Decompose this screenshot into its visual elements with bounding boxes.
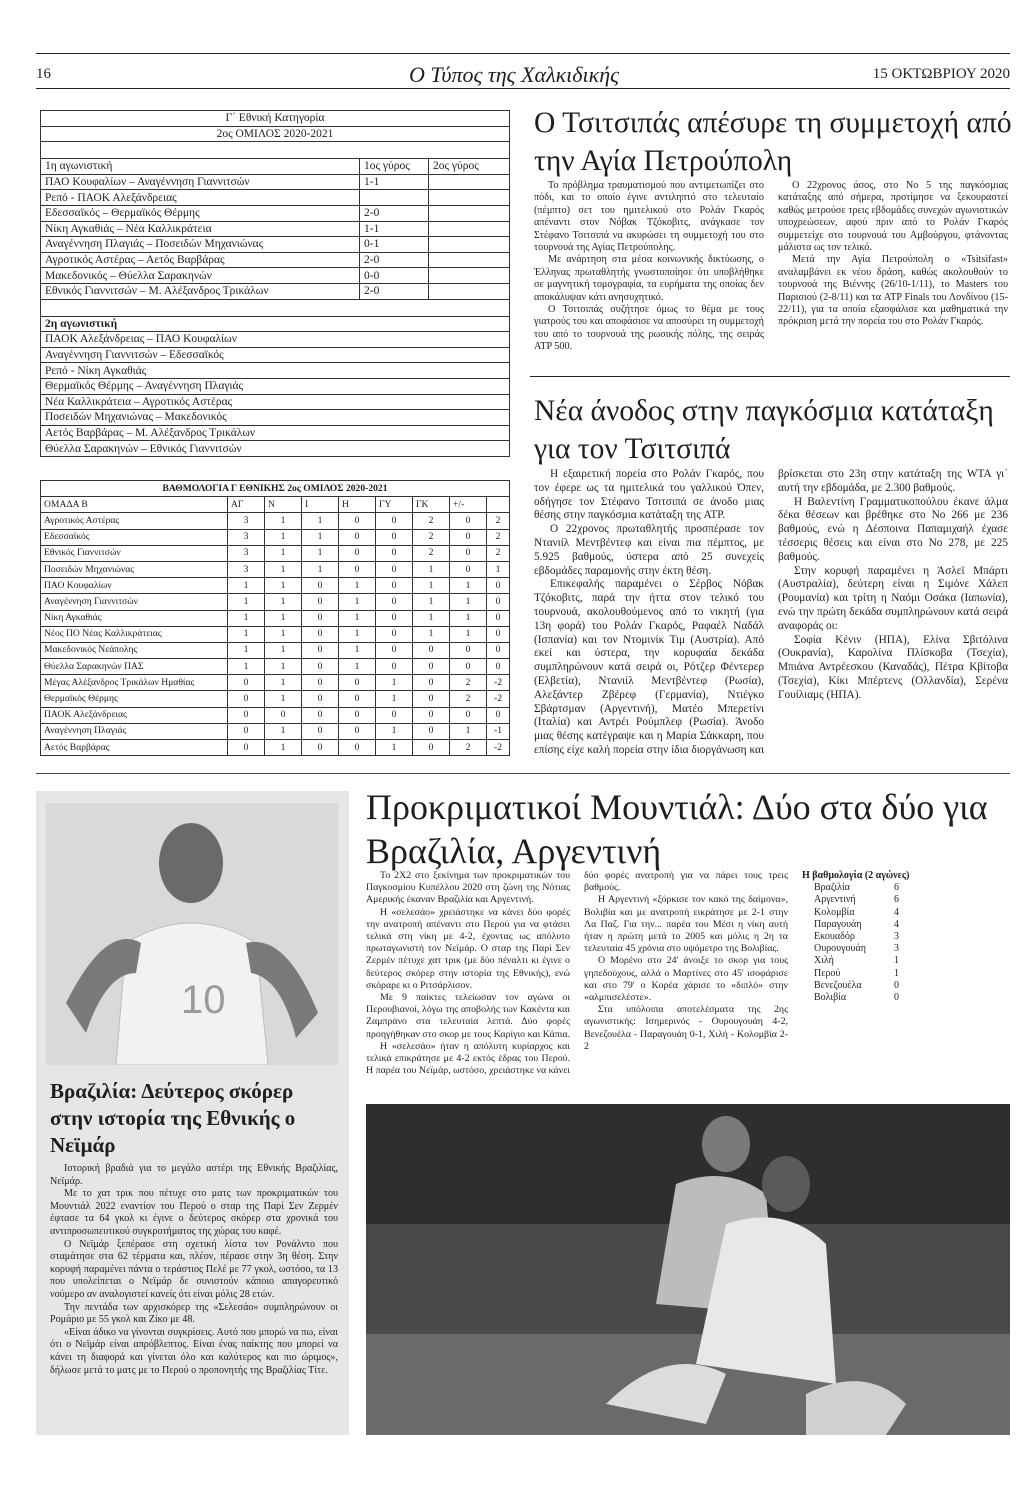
wc-ranking-title: Η βαθμολογία (2 αγώνες) (802, 870, 910, 881)
masthead: Ο Τύπος της Χαλκιδικής (408, 62, 620, 87)
table-row: Αναγέννηση Πλαγιάς 0 1 0 0 1 0 1 -1 (41, 723, 510, 739)
table-row: Θύελλα Σαρακηνών ΠΑΣ 1 1 0 1 0 0 0 0 (41, 659, 510, 675)
round1-col1: 1ος γύρος (360, 159, 429, 175)
table-row: ΠΑΟ Κουφαλίων 1 1 0 1 0 1 1 0 (41, 578, 510, 594)
list-item: Βενεζουέλα 0 (814, 979, 899, 991)
table-row: Εδεσσαϊκός 3 1 1 0 0 2 0 2 (41, 529, 510, 545)
standings-header: ΟΜΑΔΑ Β ΑΓ Ν Ι Η ΓΥ ΓΚ +/- (41, 497, 510, 513)
table-row: Μακεδονικός – Θύελλα Σαρακηνών 0-0 (41, 268, 510, 284)
fixtures-table (40, 110, 510, 457)
table-row: Αναγέννηση Γιαννιτσών 1 1 0 1 0 1 1 0 (41, 594, 510, 610)
table-row: Αετός Βαρβάρας 0 1 0 0 1 0 2 -2 (41, 740, 510, 756)
table-row: Αγροτικός Αστέρας – Αετός Βαρβάρας 2-0 (41, 252, 510, 268)
table-row: ΠΑΟΚ Αλεξάνδρειας 0 0 0 0 0 0 0 0 (41, 707, 510, 723)
table-row: Μακεδονικός Νεάπολης 1 1 0 1 0 0 0 0 (41, 642, 510, 658)
table-row: Εδεσσαϊκός – Θερμαϊκός Θέρμης 2-0 (41, 205, 510, 221)
round1-header (41, 159, 510, 175)
headline-wc: Προκριματικοί Μουντιάλ: Δύο στα δύο για Βραζιλία, Αργεντινή (366, 787, 988, 871)
wc-ranking-table (814, 882, 914, 1004)
issue-date: 15 ΟΚΤΩΒΡΙΟΥ 2020 (872, 66, 1010, 82)
round1-label: 1η αγωνιστική (41, 159, 360, 175)
table-row: ΠΑΟ Κουφαλίων – Αναγέννηση Γιαννιτσών 1-1 (41, 174, 510, 190)
list-item: Βραζιλία 6 (814, 882, 899, 894)
table-row: Ρεπό - Νίκη Αγκαθιάς (41, 363, 510, 379)
table-row: Θερμαϊκός Θέρμης 0 1 0 0 1 0 2 -2 (41, 691, 510, 707)
list-item: Αργεντινή 6 (814, 894, 899, 906)
neymar-photo (46, 803, 338, 1065)
table-row: Νέος ΠΟ Νέας Καλλικράτειας 1 1 0 1 0 1 1 0 (41, 626, 510, 642)
headline-ranking: Νέα άνοδος στην παγκόσμια κατάταξη για τον Τσιτσιπά (534, 395, 994, 465)
article-wc-body: Το 2Χ2 στο ξεκίνημα των προκριματικών του Παγκοσμίου Κυπέλλου 2020 στη ζώνη της Νότιας Αμερικής έκαναν Βραζιλία και Αργεντινή. Η «σελεσάο» χρειάστηκε να κάνει δύο φορές την ανατροπή απέναντι στο Περού για να φτάσει τελικά στη νίκη με 4-2, έχοντας ως απόλυτο πρωταγωνιστή τον Νεϊμάρ. Ο σταρ της Παρί Σεν Ζερμέν πέτυχε χατ τρικ (με δύο πέναλτι κι έγινε ο δεύτερος σκόρερ στην ιστορία της Εθνικής), ενώ σκόραρε κι ο Ριτσάρλισον. Με 9 παίκτες τελείωσαν τον αγώνα οι Περουβιανοί, λόγω της αποβολής των Κακέντα και Ζαμπράνο στα τελευταία λεπτά. Δύο φορές προηγήθηκαν στο σκορ με τους Καρίγιο και Κάπια. Η «σελεσάο» ήταν η απόλυτη κυρίαρχος και τελικά επικράτησε με 4-2 εκτός έδρας του Περού. Η παρέα του Νεϊμάρ, ωστόσο, χρειάστηκε να κάνει δύο φορές ανατροπή για να πάρει τους τρεις βαθμούς. Η Αργεντινή «ξόρκισε τον κακό της δαίμονα», Βολιβία και με ανατροπή εικράτησε με 2-1 στην Λα Παζ. Για την... παρέα του Μέσι η νίκη αυτή ήταν η πρώτη μετά το 2005 και μόλις η 2η τα τελευταία 45 χρόνια στο υψόμετρο της Βολιβίας. Ο Μορένο στο 24' άνοιξε το σκορ για τους γηπεδούχους, αλλά ο Μαρτίνες στο 45' ισοφάρισε και στο 79' ο Κορέα χάρισε το «διπλό» στην «αλμπισελέστε». Στα υπόλοιπα αποτελέσματα της 2ης αγωνιστικής: Ισημερινός - Ουρουγουάη 4-2, Βενεζουέλα - Παραγουάη 0-1, Χιλή - Κολομβία 2-2 Η βαθμολογία (2 αγώνες) Βραζιλία 6 Αργεντινή 6 Κολομβία 4 Παραγουάη 4 Εκουαδόρ 3 Ουρουγουάη 3 Χιλή 1 Περού 1 Βενεζουέλα 0 Βολιβία 0 (366, 870, 1006, 1088)
match-image (366, 1104, 1010, 1435)
table-row: Ποσειδών Μηχανιώνας – Μακεδονικός (41, 410, 510, 426)
article-withdraw-body: Το πρόβλημα τραυματισμού που αντιμετωπίζει στο πόδι, και το οποίο έγινε αντιληπτό στο τελευταίο (πέμπτο) σετ του ημιτελικού στο Ρολάν Γκαρός απέναντι στον Νόβακ Τζόκοβιτς, ανάγκασε τον Στέφανο Τσιτσιπά να ακυρώσει τη συμμετοχή του στο τουρνουά της Αγίας Πετρούπολης. Με ανάρτηση στα μέσα κοινωνικής δικτύωσης, ο Έλληνας πρωταθλητής γνωστοποίησε ότι υποβλήθηκε σε μαγνητική τομογραφία, τα ευρήματα της οποίας δεν αποκάλυψαν κάτι ανησυχητικό. Ο Τσιτσιπάς συζήτησε όμως το θέμα με τους γιατρούς του και αποφάσισε να αποσύρει τη συμμετοχή του από το τουρνουά της ρωσικής πόλης, της σειράς ATP 500. Ο 22χρονος άσος, στο Νο 5 της παγκόσμιας κατάταξης από σήμερα, προτίμησε να ξεκουραστεί καθώς μετρούσε τρεις εβδομάδες συνεχών αγωνιστικών υποχρεώσεων, αφού πριν από το Ρολάν Γκαρός συμμετείχε στο τουρνουά του Αμβούργου, φτάνοντας μάλιστα ως τον τελικό. Μετά την Αγία Πετρούπολη ο «Tsitsifast» αναλαμβάνει εκ νέου δράση, καθώς ακολουθούν το τουρνουά της Βιέννης (26/10-1/11), το Masters του Παρισιού (2-8/11) και τα ATP Finals του Λονδίνου (15-22/11), για τα οποία εξασφάλισε και μαθηματικά την πρόκριση μετά την πορεία του στο Ρολάν Γκαρός. (534, 180, 1008, 353)
table-row: Μέγας Αλέξανδρος Τρικάλων Ημαθίας 0 1 0 0 1 0 2 -2 (41, 675, 510, 691)
list-item: Περού 1 (814, 967, 899, 979)
standings-title: ΒΑΘΜΟΛΟΓΙΑ Γ ΕΘΝΙΚΗΣ 2ος ΟΜΙΛΟΣ 2020-2021 (41, 481, 510, 497)
sidebar-headline: Βραζιλία: Δεύτερος σκόρερ στην ιστορία της Εθνικής ο Νεϊμάρ (50, 1079, 296, 1157)
header-rule (36, 88, 1010, 89)
standings-table (40, 480, 510, 756)
wc-ranking (802, 870, 1006, 1004)
section-rule (530, 376, 1010, 377)
list-item: Ουρουγουάη 3 (814, 943, 899, 955)
table-row: Νίκη Αγκαθιάς 1 1 0 1 0 1 1 0 (41, 610, 510, 626)
table-row: Θερμαϊκός Θέρμης – Αναγέννηση Πλαγιάς (41, 378, 510, 394)
divider-rule (36, 773, 1010, 774)
table-row: Αναγέννηση Γιαννιτσών – Εδεσσαϊκός (41, 347, 510, 363)
round2-label: 2η αγωνιστική (41, 316, 510, 332)
table-row: ΠΑΟΚ Αλεξάνδρειας – ΠΑΟ Κουφαλίων (41, 332, 510, 348)
table-row: Ποσειδών Μηχανιώνας 3 1 1 0 0 1 0 1 (41, 561, 510, 577)
fixtures-title: Γ΄ Εθνική Κατηγορία (41, 111, 510, 127)
fixtures-subtitle: 2ος ΟΜΙΛΟΣ 2020-2021 (41, 126, 510, 142)
table-row: Αετός Βαρβάρας – Μ. Αλέξανδρος Τρικάλων (41, 425, 510, 441)
table-row: Αγροτικός Αστέρας 3 1 1 0 0 2 0 2 (41, 513, 510, 529)
sidebar-body: Ιστορική βραδιά για το μεγάλο αστέρι της Εθνικής Βραζιλίας, Νεϊμάρ. Με το χατ τρικ που πέτυχε στο ματς των προκριματικών του Μουντιάλ 2022 εναντίον του Περού ο σταρ της Παρί Σεν Ζερμέν έφτασε τα 64 γκολ κι έγινε ο δεύτερος σκόρερ στα χρονικά του αντιπροσωπευτικού συγκροτήματος της χώρας του καφέ. Ο Νεϊμάρ ξεπέρασε στη σχετική λίστα τον Ρονάλντο που σταμάτησε στα 62 τέρματα και, πλέον, πέρασε στην 3η θέση. Στην κορυφή παραμένει πάντα ο τεράστιος Πελέ με 77 γκολ, ωστόσο, τα 13 που υπολείπεται ο Νεϊμάρ δε συνιστούν κάποιο απαγορευτικό νούμερο αν αναλογιστεί κανείς ότι είναι μόλις 28 ετών. Την πεντάδα των αρχισκόρερ της «Σελεσάο» συμπληρώνουν οι Ρομάριο με 55 γκολ και Ζίκο με 48. «Είναι άδικο να γίνονται συγκρίσεις. Αυτό που μπορώ να πω, είναι ότι ο Νεϊμάρ είναι απρόβλεπτος. Είναι ένας παίκτης που μπορεί να κάνει τη διαφορά και γίνεται όλο και καλύτερος και πιο ώριμος», δήλωσε μετά το ματς με το Περού ο προπονητής της Βραζιλίας Τίτε. (50, 1163, 338, 1376)
list-item: Εκουαδόρ 3 (814, 931, 899, 943)
table-row: Αναγέννηση Πλαγιάς – Ποσειδών Μηχανιώνας 0-1 (41, 237, 510, 253)
player-image (46, 803, 338, 1065)
top-rule (36, 53, 1010, 54)
list-item: Κολομβία 4 (814, 906, 899, 918)
list-item: Βολιβία 0 (814, 992, 899, 1004)
svg-text:10: 10 (181, 978, 226, 1022)
article-ranking-body: Η εξαιρετική πορεία στο Ρολάν Γκαρός, που τον έφερε ως τα ημιτελικά του γαλλικού Όπεν, οδήγησε τον Στέφανο Τσιτσιπά σε άνοδο μιας θέσης στην παγκόσμια κατάταξη της ATP. Ο 22χρονος πρωταθλητής προσπέρασε τον Ντανιίλ Μεντβέντεφ και είναι πια πέμπτος, με 5.925 βαθμούς, ύστερα από 25 συνεχείς εβδομάδες παραμονής στην έκτη θέση. Επικεφαλής παραμένει ο Σέρβος Νόβακ Τζόκοβιτς, παρά την ήττα στον τελικό του τουρνουά, ακολουθούμενος από το νικητή (για 13η φορά) του Ρολάν Γκαρός, Ραφαέλ Ναδάλ (Ισπανία) και τον Ντομινίκ Τιμ (Αυστρία). Από εκεί και ύστερα, την κορυφαία δεκάδα συμπληρώνουν κατά σειρά οι, Ρότζερ Φέντερερ (Ελβετία), Ντανιίλ Μεντβέντεφ (Ρωσία), Αλεξάντερ Ζβέρεφ (Γερμανία), Ντιέγκο Σβάρτσμαν (Αργεντινή), Ματέο Μπερετίνι (Ιταλία) και Αντρέι Ρούμπλεφ (Ρωσία). Άνοδο μιας θέσης κατέγραψε και η Μαρία Σάκκαρη, που επίσης είχε καλή πορεία στην ίδια διοργάνωση και βρίσκεται στο 23η στην κατάταξη της WTA γι΄ αυτή την εβδομάδα, με 2.300 βαθμούς. Η Βαλεντίνη Γραμματικοπούλου έκανε άλμα δέκα θέσεων και βρέθηκε στο Νο 266 με 236 βαθμούς, ενώ η Δέσποινα Παπαμιχαήλ έχασε τέσσερις θέσεις και είναι στο Νο 278, με 225 βαθμούς. Στην κορυφή παραμένει η Άσλεϊ Μπάρτι (Αυστραλία), δεύτερη είναι η Σιμόνε Χάλεπ (Ρουμανία) και τρίτη η Ναόμι Οσάκα (Ιαπωνία), ενώ την πρώτη δεκάδα συμπληρώνουν κατά σειρά αναφοράς οι: Σοφία Κένιν (ΗΠΑ), Ελίνα Σβιτόλινα (Ουκρανία), Καρολίνα Πλίσκοβα (Τσεχία), Μπιάνα Αντρέεσκου (Καναδάς), Πέτρα Κβίτοβα (Τσεχία), Κίκι Μπέρτενς (Ολλανδία), Σερένα Γουίλιαμς (ΗΠΑ). (534, 468, 1008, 756)
table-row: Εθνικός Γιαννιτσών 3 1 1 0 0 2 0 2 (41, 545, 510, 561)
list-item: Χιλή 1 (814, 955, 899, 967)
page-number: 16 (36, 66, 51, 82)
table-row: Εθνικός Γιαννιτσών – Μ. Αλέξανδρος Τρικάλων 2-0 (41, 283, 510, 299)
match-photo (366, 1104, 1010, 1435)
table-row: Νέα Καλλικράτεια – Αγροτικός Αστέρας (41, 394, 510, 410)
table-row: Νίκη Αγκαθιάς – Νέα Καλλικράτεια 1-1 (41, 221, 510, 237)
table-row: Θύελλα Σαρακηνών – Εθνικός Γιαννιτσών (41, 441, 510, 457)
list-item: Παραγουάη 4 (814, 918, 899, 930)
round1-col2: 2ος γύρος (429, 159, 510, 175)
table-row: Ρεπό - ΠΑΟΚ Αλεξάνδρειας (41, 190, 510, 206)
headline-withdraw: Ο Τσιτσιπάς απέσυρε τη συμμετοχή από την Αγία Πετρούπολη (534, 107, 1012, 177)
